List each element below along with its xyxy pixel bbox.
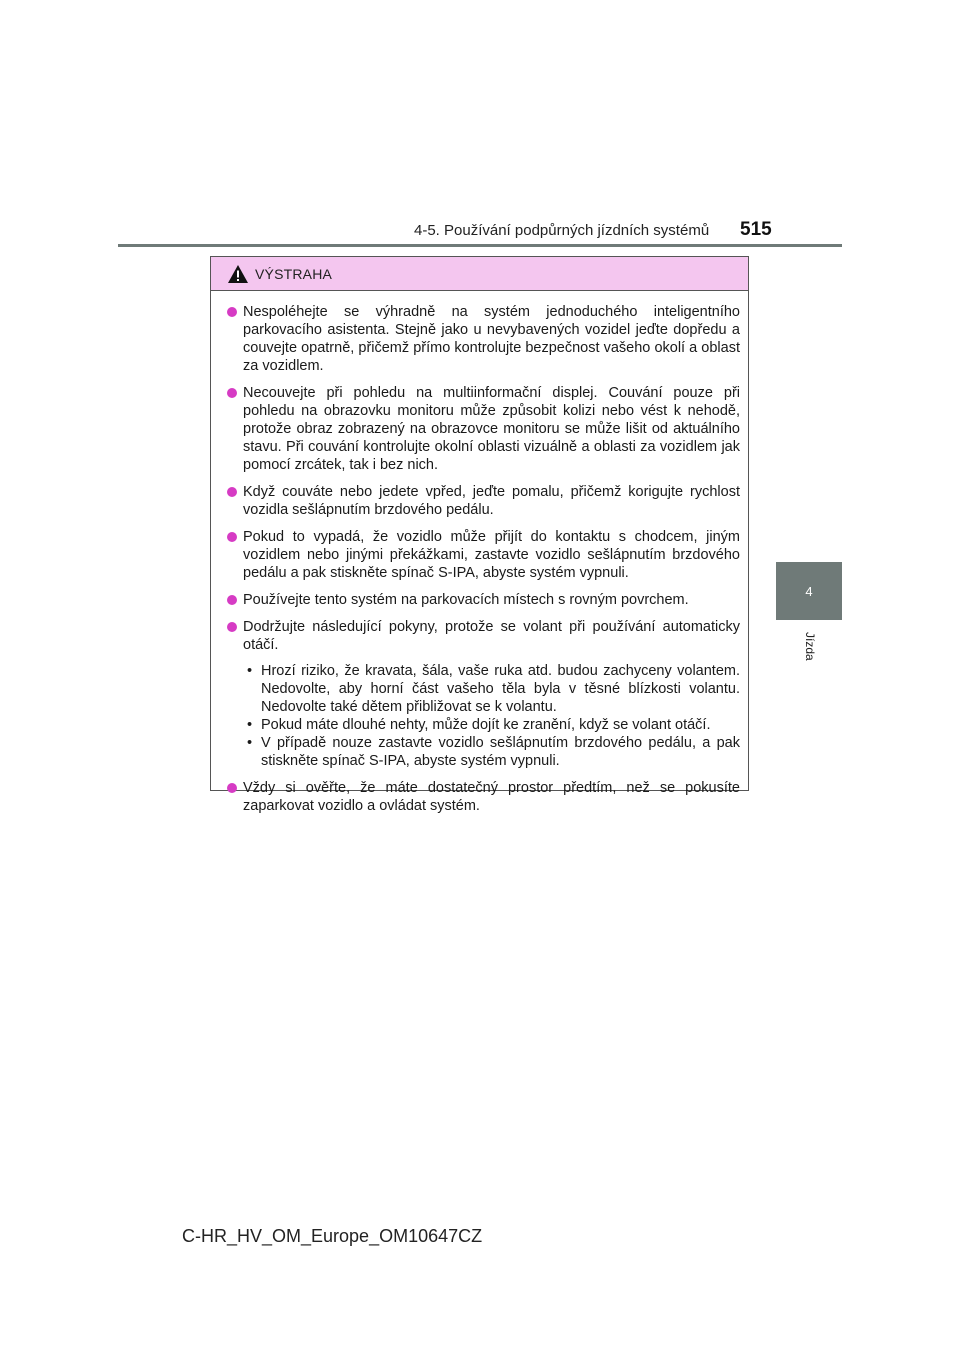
document-code: C-HR_HV_OM_Europe_OM10647CZ — [182, 1226, 483, 1246]
sub-bullet-icon: • — [247, 717, 253, 733]
warning-triangle-icon — [227, 264, 249, 284]
warning-item-text: Když couváte nebo jedete vpřed, jeďte pomalu, přičemž korigujte rychlost vozidla sešlápnutím brzdového pedálu. — [243, 484, 740, 518]
bullet-dot-icon — [227, 487, 237, 497]
warning-subitem — [245, 734, 740, 770]
warning-subitem — [245, 716, 740, 734]
warning-subitem — [245, 662, 740, 716]
warning-subitem-text: V případě nouze zastavte vozidlo sešlápnutím brzdového pedálu, a pak stiskněte spínač S-IPA, abyste systém vypnuli. — [261, 735, 740, 769]
bullet-dot-icon — [227, 783, 237, 793]
warning-subitem-text: Hrozí riziko, že kravata, šála, vaše ruka atd. budou zachyceny volantem. Nedovolte, aby horní část vašeho těla byla v těsné blízkosti volantu. Nedovolte také dětem přibližovat se k volantu. — [261, 663, 740, 715]
chapter-number: 4 — [805, 583, 813, 599]
warning-item-text: Vždy si ověřte, že máte dostatečný prostor předtím, než se pokusíte zaparkovat vozidlo a ovládat systém. — [243, 780, 740, 814]
warning-item-text: Dodržujte následující pokyny, protože se volant při používání automaticky otáčí. — [243, 619, 740, 653]
warning-title: VÝSTRAHA — [255, 265, 333, 282]
bullet-dot-icon — [227, 622, 237, 632]
warning-item — [225, 618, 740, 770]
running-header-section: 4-5. Používání podpůrných jízdních systémů — [414, 222, 710, 239]
header-divider — [118, 244, 842, 247]
warning-box — [210, 256, 749, 814]
sub-bullet-icon: • — [247, 735, 253, 751]
warning-item — [225, 303, 740, 375]
warning-body — [211, 291, 748, 815]
warning-subitem-text: Pokud máte dlouhé nehty, může dojít ke zranění, když se volant otáčí. — [261, 717, 711, 733]
warning-item — [225, 384, 740, 474]
chapter-label: Jízda — [803, 631, 817, 661]
warning-subitem-list — [243, 662, 740, 770]
warning-item — [225, 483, 740, 519]
warning-item-text: Nespoléhejte se výhradně na systém jednoduchého inteligentního parkovacího asistenta. Stejně jako u nevybavených vozidel jeďte dopředu a couvejte opatrně, přičemž přímo kontrolujte bezpečnost vašeho okolí a oblast za vozidlem. — [243, 304, 740, 374]
warning-header — [211, 257, 748, 291]
bullet-dot-icon — [227, 307, 237, 317]
bullet-dot-icon — [227, 532, 237, 542]
warning-item-text: Pokud to vypadá, že vozidlo může přijít do kontaktu s chodcem, jiným vozidlem nebo jinými překážkami, zastavte vozidlo sešlápnutím brzdového pedálu a pak stiskněte spínač S-IPA, abyste systém vypnuli. — [243, 529, 740, 581]
warning-item-text: Necouvejte při pohledu na multiinformační displej. Couvání pouze při pohledu na obrazovku monitoru může způsobit kolizi nebo vést k nehodě, protože obraz zobrazený na obrazovce monitoru se může lišit od aktuálního stavu. Při couvání kontrolujte okolní oblasti vizuálně a oblasti za vozidlem jak pomocí zrcátek, tak i bez nich. — [243, 385, 740, 473]
sub-bullet-icon: • — [247, 663, 253, 679]
warning-item — [225, 779, 740, 815]
bullet-dot-icon — [227, 595, 237, 605]
page-number: 515 — [740, 219, 772, 240]
warning-item — [225, 591, 740, 609]
chapter-tab — [776, 562, 842, 620]
bullet-dot-icon — [227, 388, 237, 398]
warning-item-text: Používejte tento systém na parkovacích místech s rovným povrchem. — [243, 592, 689, 608]
warning-item — [225, 528, 740, 582]
